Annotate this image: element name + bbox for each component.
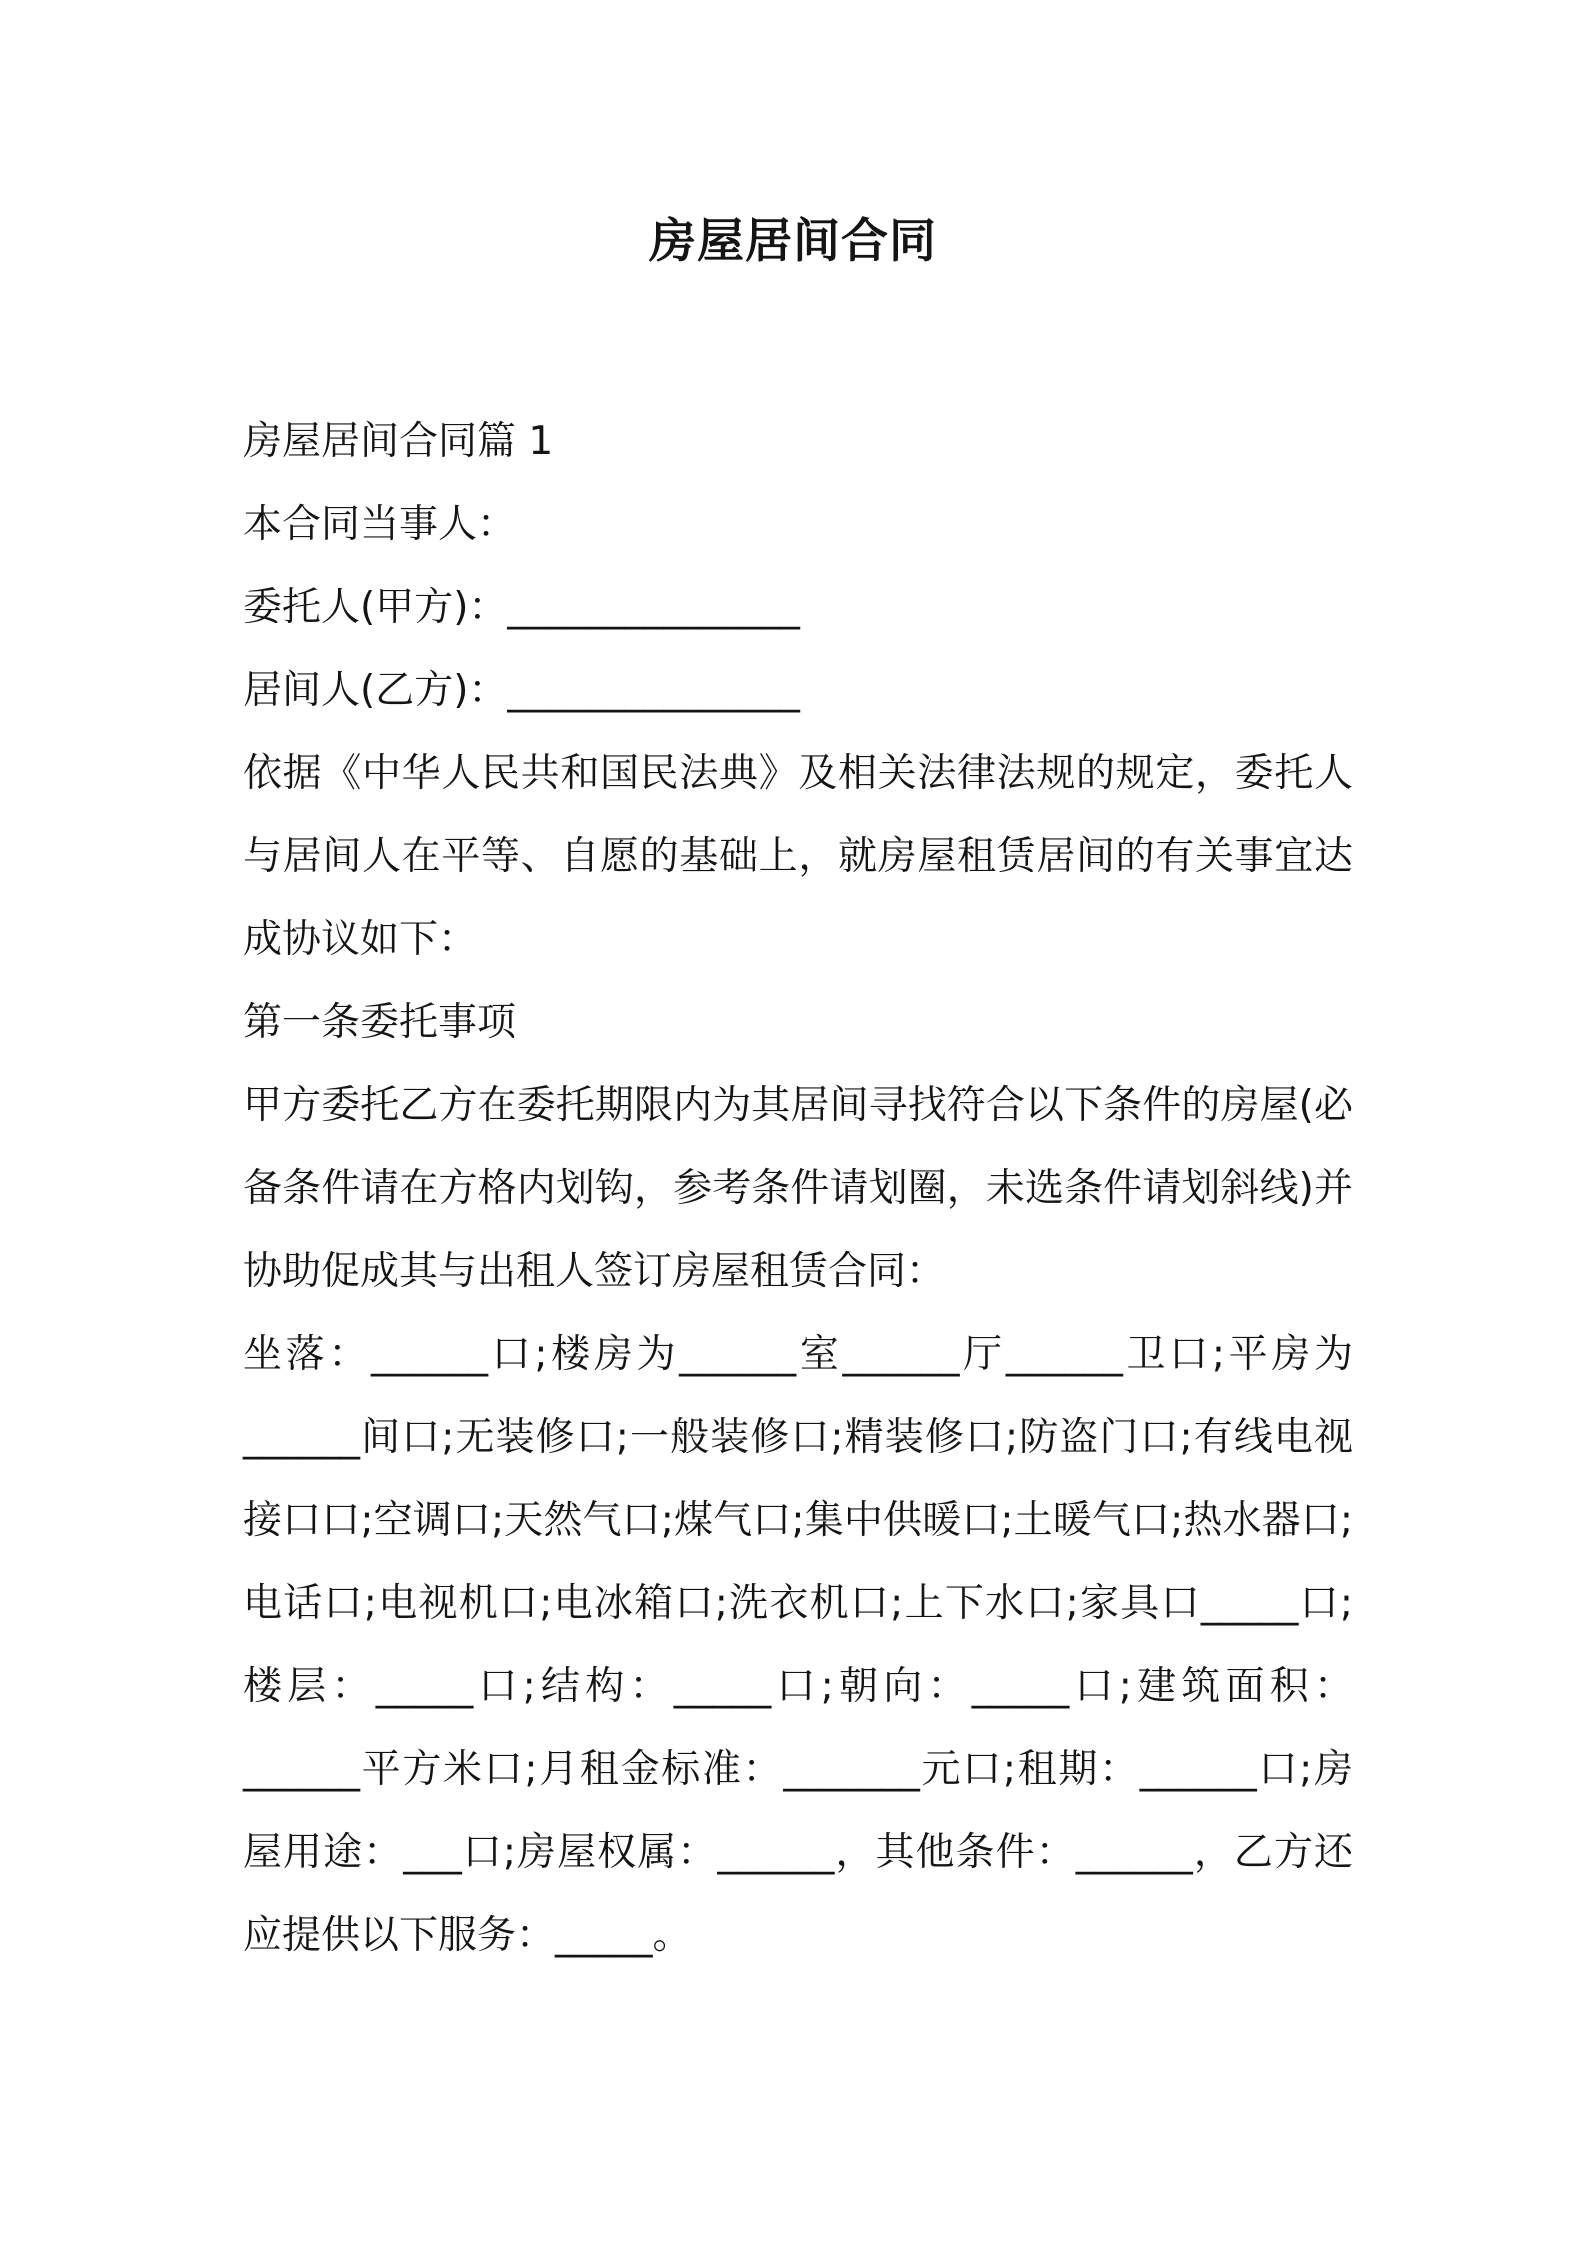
party-a-line: 委托人(甲方)：_______________ bbox=[243, 585, 800, 630]
article-1-intro-paragraph: 甲方委托乙方在委托期限内为其居间寻找符合以下条件的房屋(必备条件请在方格内划钩，参考条件请划圈，未选条件请划斜线)并协助促成其与出租人签订房屋租赁合同： bbox=[243, 1083, 1353, 1294]
article-1-conditions-paragraph: 坐落：______口;楼房为______室______厅______卫口;平房为______间口;无装修口;一般装修口;精装修口;防盗门口;有线电视接口口;空调口;天然气口;煤气口;集中供暖口;土暖气口;热水器口;电话口;电视机口;电冰箱口;洗衣机口;上下水口;家具口_____口;楼层：_____口;结构：_____口;朝向：_____口;建筑面积：______平方米口;月租金标准：_______元口;租期：______口;房屋用途：___口;房屋权属：______，其他条件：______，乙方还应提供以下服务：_____。 bbox=[243, 1332, 1353, 1958]
document-body bbox=[243, 400, 1353, 1977]
article-1-heading: 第一条委托事项 bbox=[243, 1000, 517, 1045]
section-heading: 房屋居间合同篇 1 bbox=[243, 419, 554, 464]
document-title: 房屋居间合同 bbox=[649, 214, 937, 269]
parties-heading: 本合同当事人： bbox=[243, 502, 517, 547]
preamble-paragraph: 依据《中华人民共和国民法典》及相关法律法规的规定，委托人与居间人在平等、自愿的基础上，就房屋租赁居间的有关事宜达成协议如下： bbox=[243, 751, 1353, 962]
party-b-line: 居间人(乙方)：_______________ bbox=[243, 668, 800, 713]
